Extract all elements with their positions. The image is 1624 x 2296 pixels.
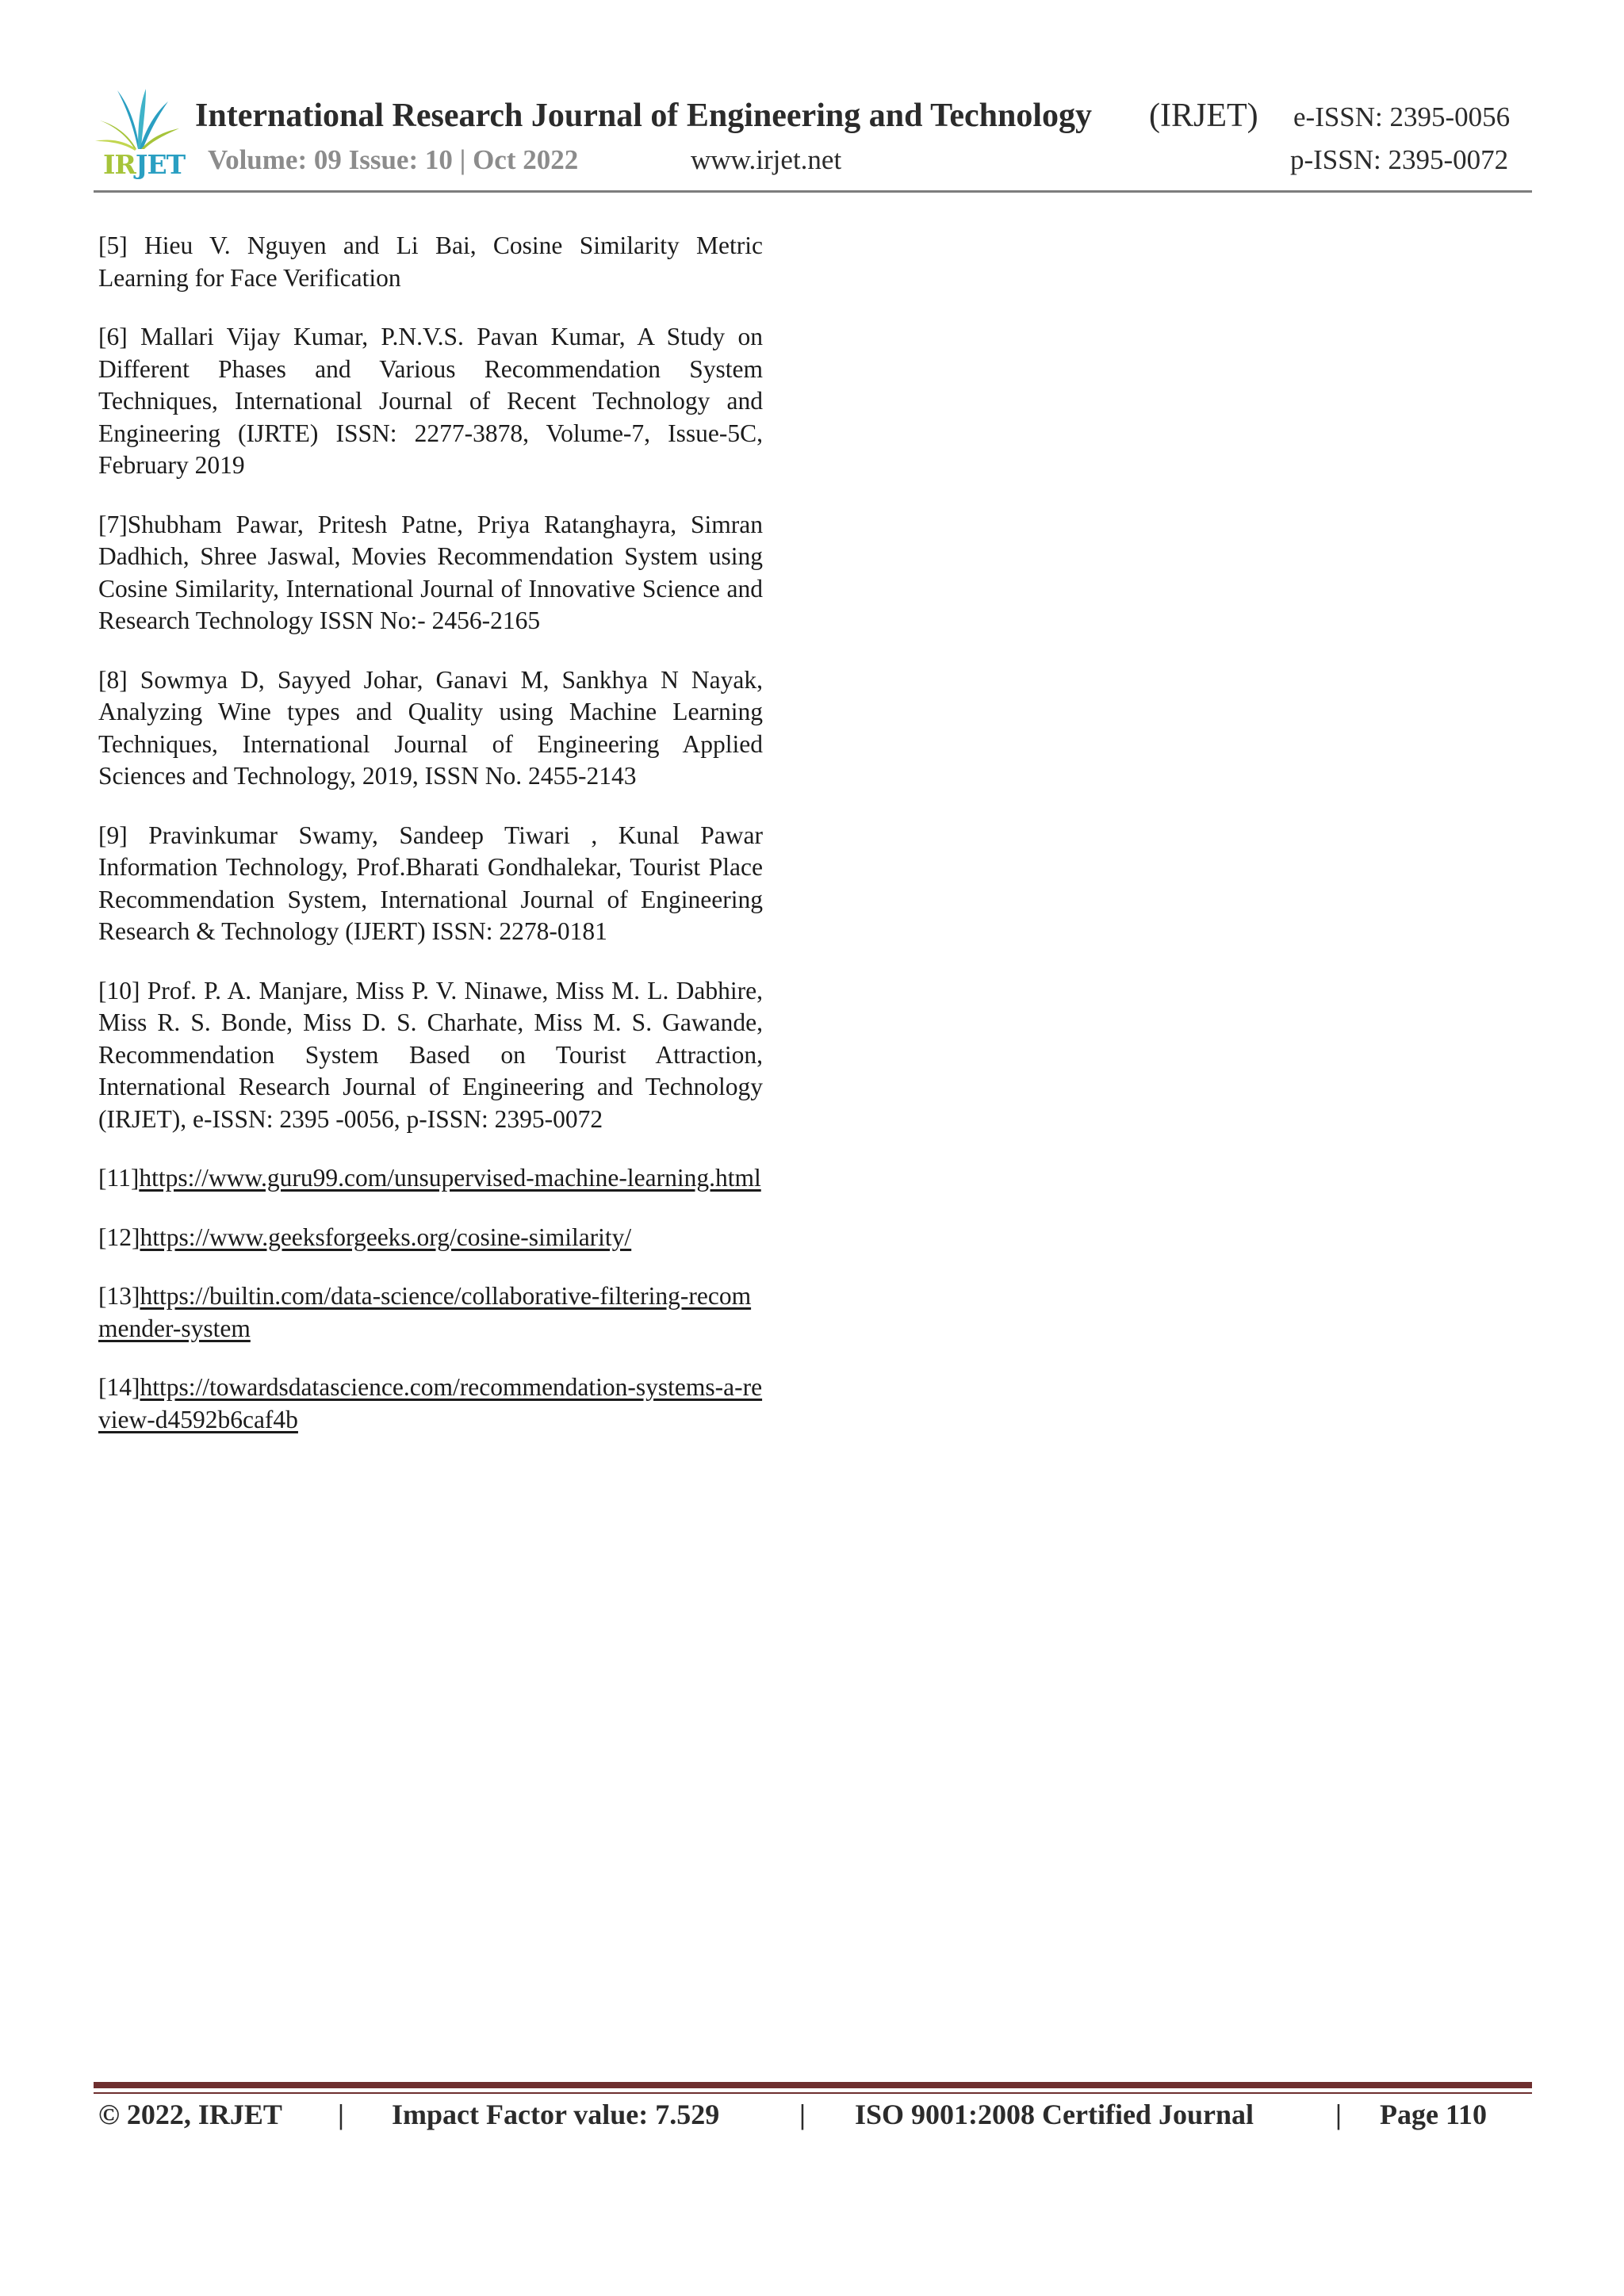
reference-item: [10] Prof. P. A. Manjare, Miss P. V. Ninawe, Miss M. L. Dabhire, Miss R. S. Bonde, Miss D. S. Charhate, Miss M. S. Gawande, Recommendation System Based on Tourist Attraction, International Research Journal of Engineering and Technology (IRJET), e-ISSN: 2395 -0056, p-ISSN: 2395-0072: [98, 976, 763, 1133]
logo-text-ir: IR: [103, 149, 136, 180]
reference-number: [14]: [98, 1373, 140, 1401]
footer-separator: |: [799, 2099, 806, 2130]
reference-link[interactable]: https://www.geeksforgeeks.org/cosine-similarity/: [140, 1223, 632, 1251]
reference-list: [98, 230, 763, 1463]
reference-link[interactable]: https://www.guru99.com/unsupervised-machine-learning.html: [139, 1164, 761, 1192]
footer-separator: |: [338, 2099, 344, 2130]
journal-title: International Research Journal of Engineering and Technology: [195, 98, 1093, 134]
volume-issue: Volume: 09 Issue: 10 | Oct 2022: [208, 144, 579, 175]
reference-item: [7]Shubham Pawar, Pritesh Patne, Priya Ratanghayra, Simran Dadhich, Shree Jaswal, Movies Recommendation System using Cosine Similarity, International Journal of Innovative Science and Research Technology ISSN No:- 2456-2165: [98, 510, 763, 634]
reference-number: [12]: [98, 1223, 140, 1251]
e-issn: e-ISSN: 2395-0056: [1293, 101, 1511, 132]
footer-separator: |: [1335, 2099, 1342, 2130]
footer-iso-certification: ISO 9001:2008 Certified Journal: [855, 2099, 1254, 2130]
p-issn: p-ISSN: 2395-0072: [1290, 144, 1509, 175]
reference-item: [98, 1280, 763, 1345]
reference-number: [11]: [98, 1164, 140, 1192]
reference-item: [6] Mallari Vijay Kumar, P.N.V.S. Pavan Kumar, A Study on Different Phases and Various Recommendation System Techniques, International Journal of Recent Technology and Engineering (IJRTE) ISSN: 2277-3878, Volume-7, Issue-5C, February 2019: [98, 323, 763, 479]
logo-text-jet: JET: [135, 149, 186, 180]
footer-copyright: © 2022, IRJET: [98, 2099, 282, 2130]
reference-item: [9] Pravinkumar Swamy, Sandeep Tiwari , Kunal Pawar Information Technology, Prof.Bharati Gondhalekar, Tourist Place Recommendation System, International Journal of Engineering Research & Technology (IJERT) ISSN: 2278-0181: [98, 821, 763, 945]
journal-logo: [94, 86, 186, 182]
footer-page-number: Page 110: [1380, 2099, 1487, 2130]
footer-divider-thick: [94, 2082, 1532, 2088]
reference-item: [98, 1372, 763, 1436]
footer-impact-factor: Impact Factor value: 7.529: [392, 2099, 720, 2130]
reference-link[interactable]: https://builtin.com/data-science/collaborative-filtering-recommender-system: [98, 1282, 752, 1342]
journal-website: www.irjet.net: [691, 144, 842, 175]
reference-item: [8] Sowmya D, Sayyed Johar, Ganavi M, Sankhya N Nayak, Analyzing Wine types and Quality using Machine Learning Techniques, International Journal of Engineering Applied Sciences and Technology, 2019, ISSN No. 2455-2143: [98, 665, 763, 790]
reference-item: [98, 1222, 763, 1254]
reference-item: [5] Hieu V. Nguyen and Li Bai, Cosine Similarity Metric Learning for Face Verification: [98, 232, 763, 292]
reference-link[interactable]: https://towardsdatascience.com/recommendation-systems-a-review-d4592b6caf4b: [98, 1373, 763, 1433]
logo-text: [103, 149, 185, 180]
footer-divider-thin: [94, 2092, 1532, 2094]
reference-number: [13]: [98, 1282, 140, 1310]
reference-item: [98, 1162, 763, 1195]
journal-abbreviation: (IRJET): [1149, 98, 1258, 134]
header-divider: [94, 190, 1532, 193]
logo-leaf-icon: [94, 86, 182, 151]
